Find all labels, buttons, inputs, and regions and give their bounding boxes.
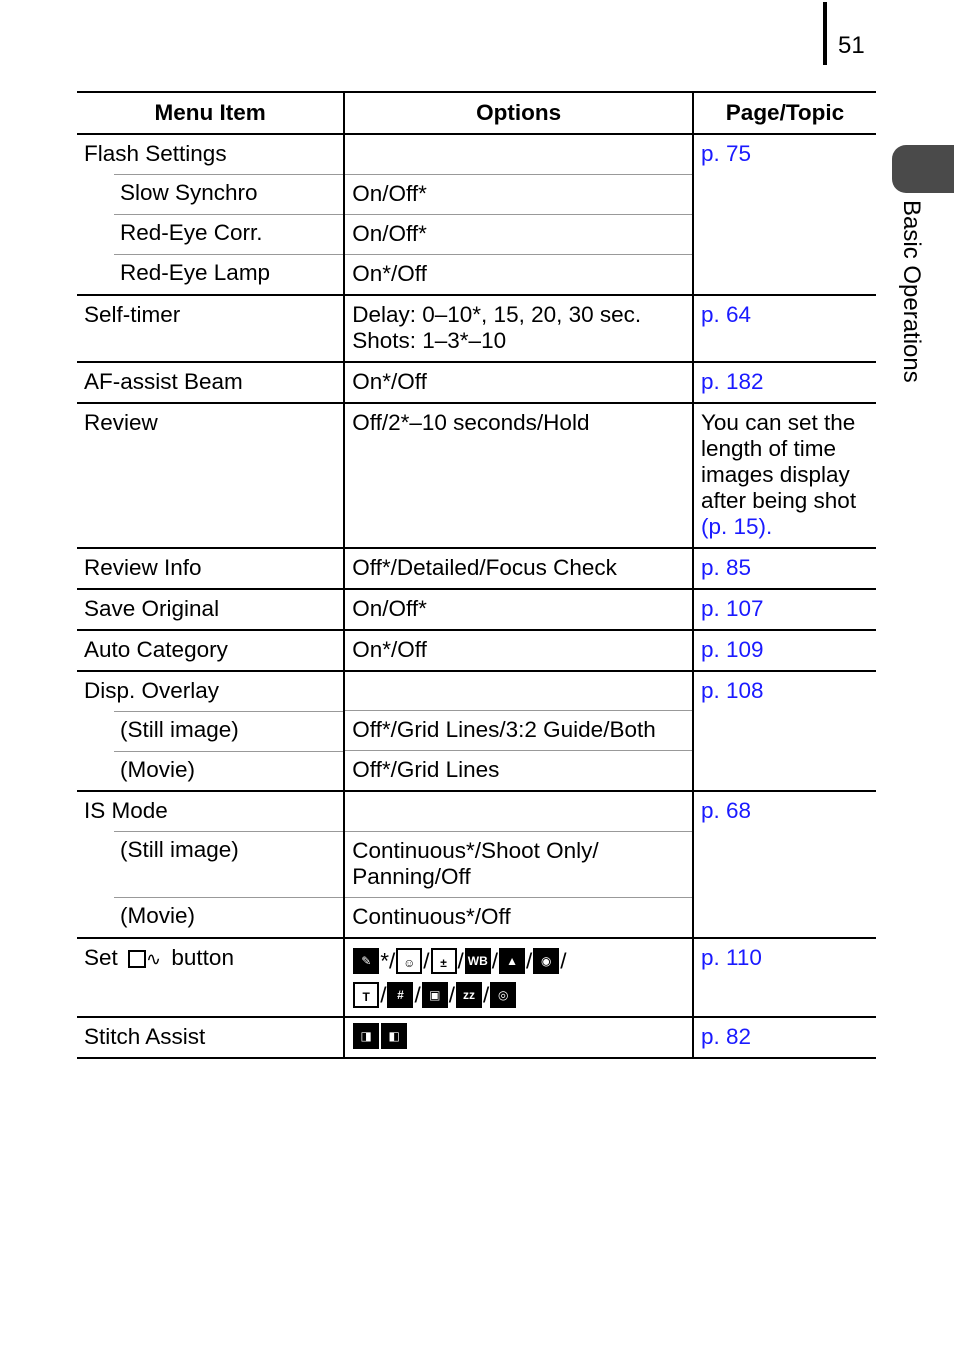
options: On/Off* bbox=[344, 174, 693, 214]
menu-subitem: Red-Eye Lamp bbox=[77, 254, 344, 295]
menu-item: Flash Settings bbox=[77, 134, 344, 174]
note-line: images display bbox=[700, 461, 850, 487]
af-frame-icon: T bbox=[353, 982, 379, 1008]
page-link[interactable]: p. 85 bbox=[700, 554, 752, 580]
header-page-topic: Page/Topic bbox=[693, 92, 876, 134]
options: On*/Off bbox=[344, 362, 693, 403]
menu-item-prefix: Set bbox=[84, 944, 118, 970]
section-tab-label: Basic Operations bbox=[898, 200, 925, 383]
table-row bbox=[77, 630, 876, 671]
header-menu-item: Menu Item bbox=[77, 92, 344, 134]
menu-item: Stitch Assist bbox=[77, 1017, 344, 1058]
page-link[interactable]: p. 75 bbox=[700, 141, 752, 166]
options: On/Off* bbox=[344, 214, 693, 254]
menu-item: Auto Category bbox=[77, 630, 344, 671]
table-row bbox=[77, 548, 876, 589]
table-row bbox=[77, 403, 876, 548]
options bbox=[344, 134, 693, 174]
options: Continuous*/Off bbox=[344, 897, 693, 938]
table-row bbox=[77, 1017, 876, 1058]
section-tab bbox=[892, 145, 954, 193]
face-detect-icon: ☺ bbox=[396, 948, 422, 974]
options-icons bbox=[344, 1017, 693, 1058]
menu-item: Self-timer bbox=[77, 295, 344, 362]
exposure-comp-icon: ± bbox=[431, 948, 457, 974]
table-row bbox=[77, 362, 876, 403]
menu-item: IS Mode bbox=[77, 791, 344, 831]
print-share-wave-icon: ∿ bbox=[146, 948, 162, 969]
grid-icon: # bbox=[387, 982, 413, 1008]
page-link[interactable]: p. 107 bbox=[700, 595, 764, 621]
table-row bbox=[77, 589, 876, 630]
stitch-left-icon: ◧ bbox=[381, 1023, 407, 1049]
menu-subitem: (Movie) bbox=[77, 751, 344, 792]
options-line: Continuous*/Shoot Only/ bbox=[352, 837, 599, 863]
header-options: Options bbox=[344, 92, 693, 134]
page-number: 51 bbox=[838, 32, 865, 59]
menu-item: AF-assist Beam bbox=[77, 362, 344, 403]
options-line: Delay: 0–10*, 15, 20, 30 sec. bbox=[352, 301, 642, 327]
red-eye-icon: ◉ bbox=[533, 948, 559, 974]
options: On*/Off bbox=[344, 630, 693, 671]
menu-item bbox=[77, 938, 344, 1017]
page-link[interactable]: p. 68 bbox=[700, 798, 752, 823]
options: Off*/Grid Lines bbox=[344, 751, 693, 792]
menu-subitem: (Still image) bbox=[77, 831, 344, 897]
options bbox=[344, 671, 693, 711]
options bbox=[344, 295, 693, 362]
is-mode-icon: ◎ bbox=[490, 982, 516, 1008]
options-icons: ✎ */ ☺ / ± / WB / ▲ / ◉ / T / # / ▣ / zz / ◎ bbox=[344, 938, 693, 1017]
table-row bbox=[77, 938, 876, 1017]
menu-subitem: Red-Eye Corr. bbox=[77, 214, 344, 254]
page-link[interactable]: p. 182 bbox=[700, 368, 764, 394]
menu-item: Review Info bbox=[77, 548, 344, 589]
stitch-right-icon: ◨ bbox=[353, 1023, 379, 1049]
options: Off/2*–10 seconds/Hold bbox=[344, 403, 693, 548]
options bbox=[344, 791, 693, 831]
menu-item: Save Original bbox=[77, 589, 344, 630]
options-line: Panning/Off bbox=[352, 863, 471, 889]
options: Off*/Grid Lines/3:2 Guide/Both bbox=[344, 711, 693, 751]
menu-settings-table bbox=[77, 91, 876, 1059]
topic-note bbox=[693, 403, 876, 548]
options: On/Off* bbox=[344, 589, 693, 630]
menu-item: Review bbox=[77, 403, 344, 548]
movie-scene-icon: ▣ bbox=[422, 982, 448, 1008]
options: Off*/Detailed/Focus Check bbox=[344, 548, 693, 589]
page-link[interactable]: (p. 15). bbox=[700, 513, 773, 539]
self-timer-icon: zz bbox=[456, 982, 482, 1008]
menu-subitem: Slow Synchro bbox=[77, 174, 344, 214]
menu-subitem: (Movie) bbox=[77, 897, 344, 938]
options: On*/Off bbox=[344, 254, 693, 295]
page-link[interactable]: p. 64 bbox=[700, 301, 752, 327]
print-share-icon bbox=[128, 950, 146, 968]
white-balance-icon: WB bbox=[465, 948, 491, 974]
table-row bbox=[77, 295, 876, 362]
table-row bbox=[77, 134, 876, 174]
page-link[interactable]: p. 82 bbox=[700, 1023, 752, 1049]
page-number-bar bbox=[823, 2, 827, 65]
page-link[interactable]: p. 110 bbox=[700, 944, 762, 970]
table-header-row bbox=[77, 92, 876, 134]
table-row bbox=[77, 671, 876, 711]
page-link[interactable]: p. 108 bbox=[700, 677, 764, 703]
page-link[interactable]: p. 109 bbox=[700, 636, 764, 662]
note-line: length of time bbox=[700, 435, 837, 461]
options-line: Shots: 1–3*–10 bbox=[352, 327, 507, 353]
table-row bbox=[77, 791, 876, 831]
menu-item: Disp. Overlay bbox=[77, 671, 344, 711]
custom-wb-icon: ▲ bbox=[499, 948, 525, 974]
menu-item-suffix: button bbox=[171, 944, 234, 970]
note-line: after being shot bbox=[700, 487, 857, 513]
options bbox=[344, 831, 693, 897]
menu-subitem: (Still image) bbox=[77, 711, 344, 751]
note-line: You can set the bbox=[700, 409, 856, 435]
my-category-icon: ✎ bbox=[353, 948, 379, 974]
